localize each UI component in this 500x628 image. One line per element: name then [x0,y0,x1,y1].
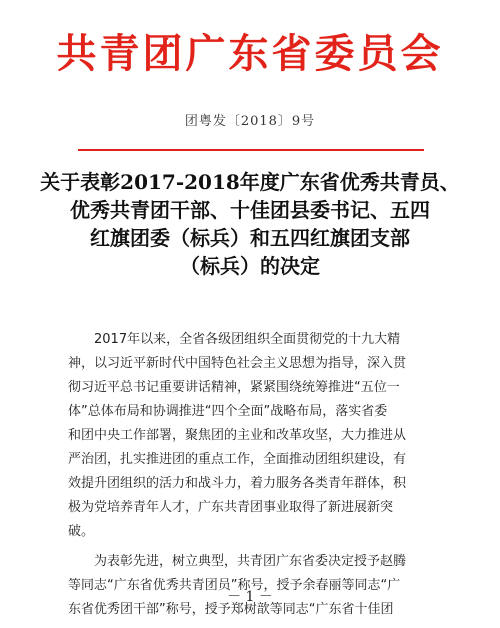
decision-title-line: 优秀共青团干部、十佳团县委书记、五四 [70,198,430,222]
decision-title-line: 红旗团委（标兵）和五四红旗团支部 [90,226,410,250]
decision-title [40,168,460,280]
body-line: 为表彰先进，树立典型，共青团广东省委决定授予赵腾 [94,554,407,569]
body-line: 严治团，扎实推进团的重点工作，全面推动团组织建设，有 [68,452,407,467]
body-line: 体”总体布局和协调推进“四个全面”战略布局，落实省委 [68,404,388,419]
body-line: 和团中央工作部署，聚焦团的主业和改革攻坚，大力推进从 [68,428,407,443]
body-line: 彻习近平总书记重要讲话精神，紧紧围绕统筹推进“五位一 [68,380,400,395]
decision-title-line: 关于表彰2017-2018年度广东省优秀共青员、 [40,170,460,194]
body-line: 2017年以来，全省各级团组织全面贯彻党的十九大精 [94,332,401,347]
body-text [68,328,430,628]
body-line: 极为党培养青年人才，广东共青团事业取得了新进展新突 [68,500,394,515]
decision-title-line: （标兵）的决定 [180,254,320,278]
issuer-title: 共青团广东省委员会 [56,31,444,77]
page-number: － 1 － [227,589,273,605]
body-line: 效提升团组织的活力和战斗力，着力服务各类青年群体，积 [68,476,407,491]
red-divider-line [78,149,424,151]
body-line: 神，以习近平新时代中国特色社会主义思想为指导，深入贯 [68,356,407,371]
document-number: 团粤发〔2018〕9号 [184,114,316,129]
body-line: 破。 [68,524,95,539]
body-paragraph-1 [68,328,430,544]
body-line: 东省优秀团干部”称号，授予郑树歆等同志“广东省十佳团 [68,602,394,617]
body-line: 等同志“广东省优秀共青团员”称号，授予余春丽等同志“广 [68,578,401,593]
